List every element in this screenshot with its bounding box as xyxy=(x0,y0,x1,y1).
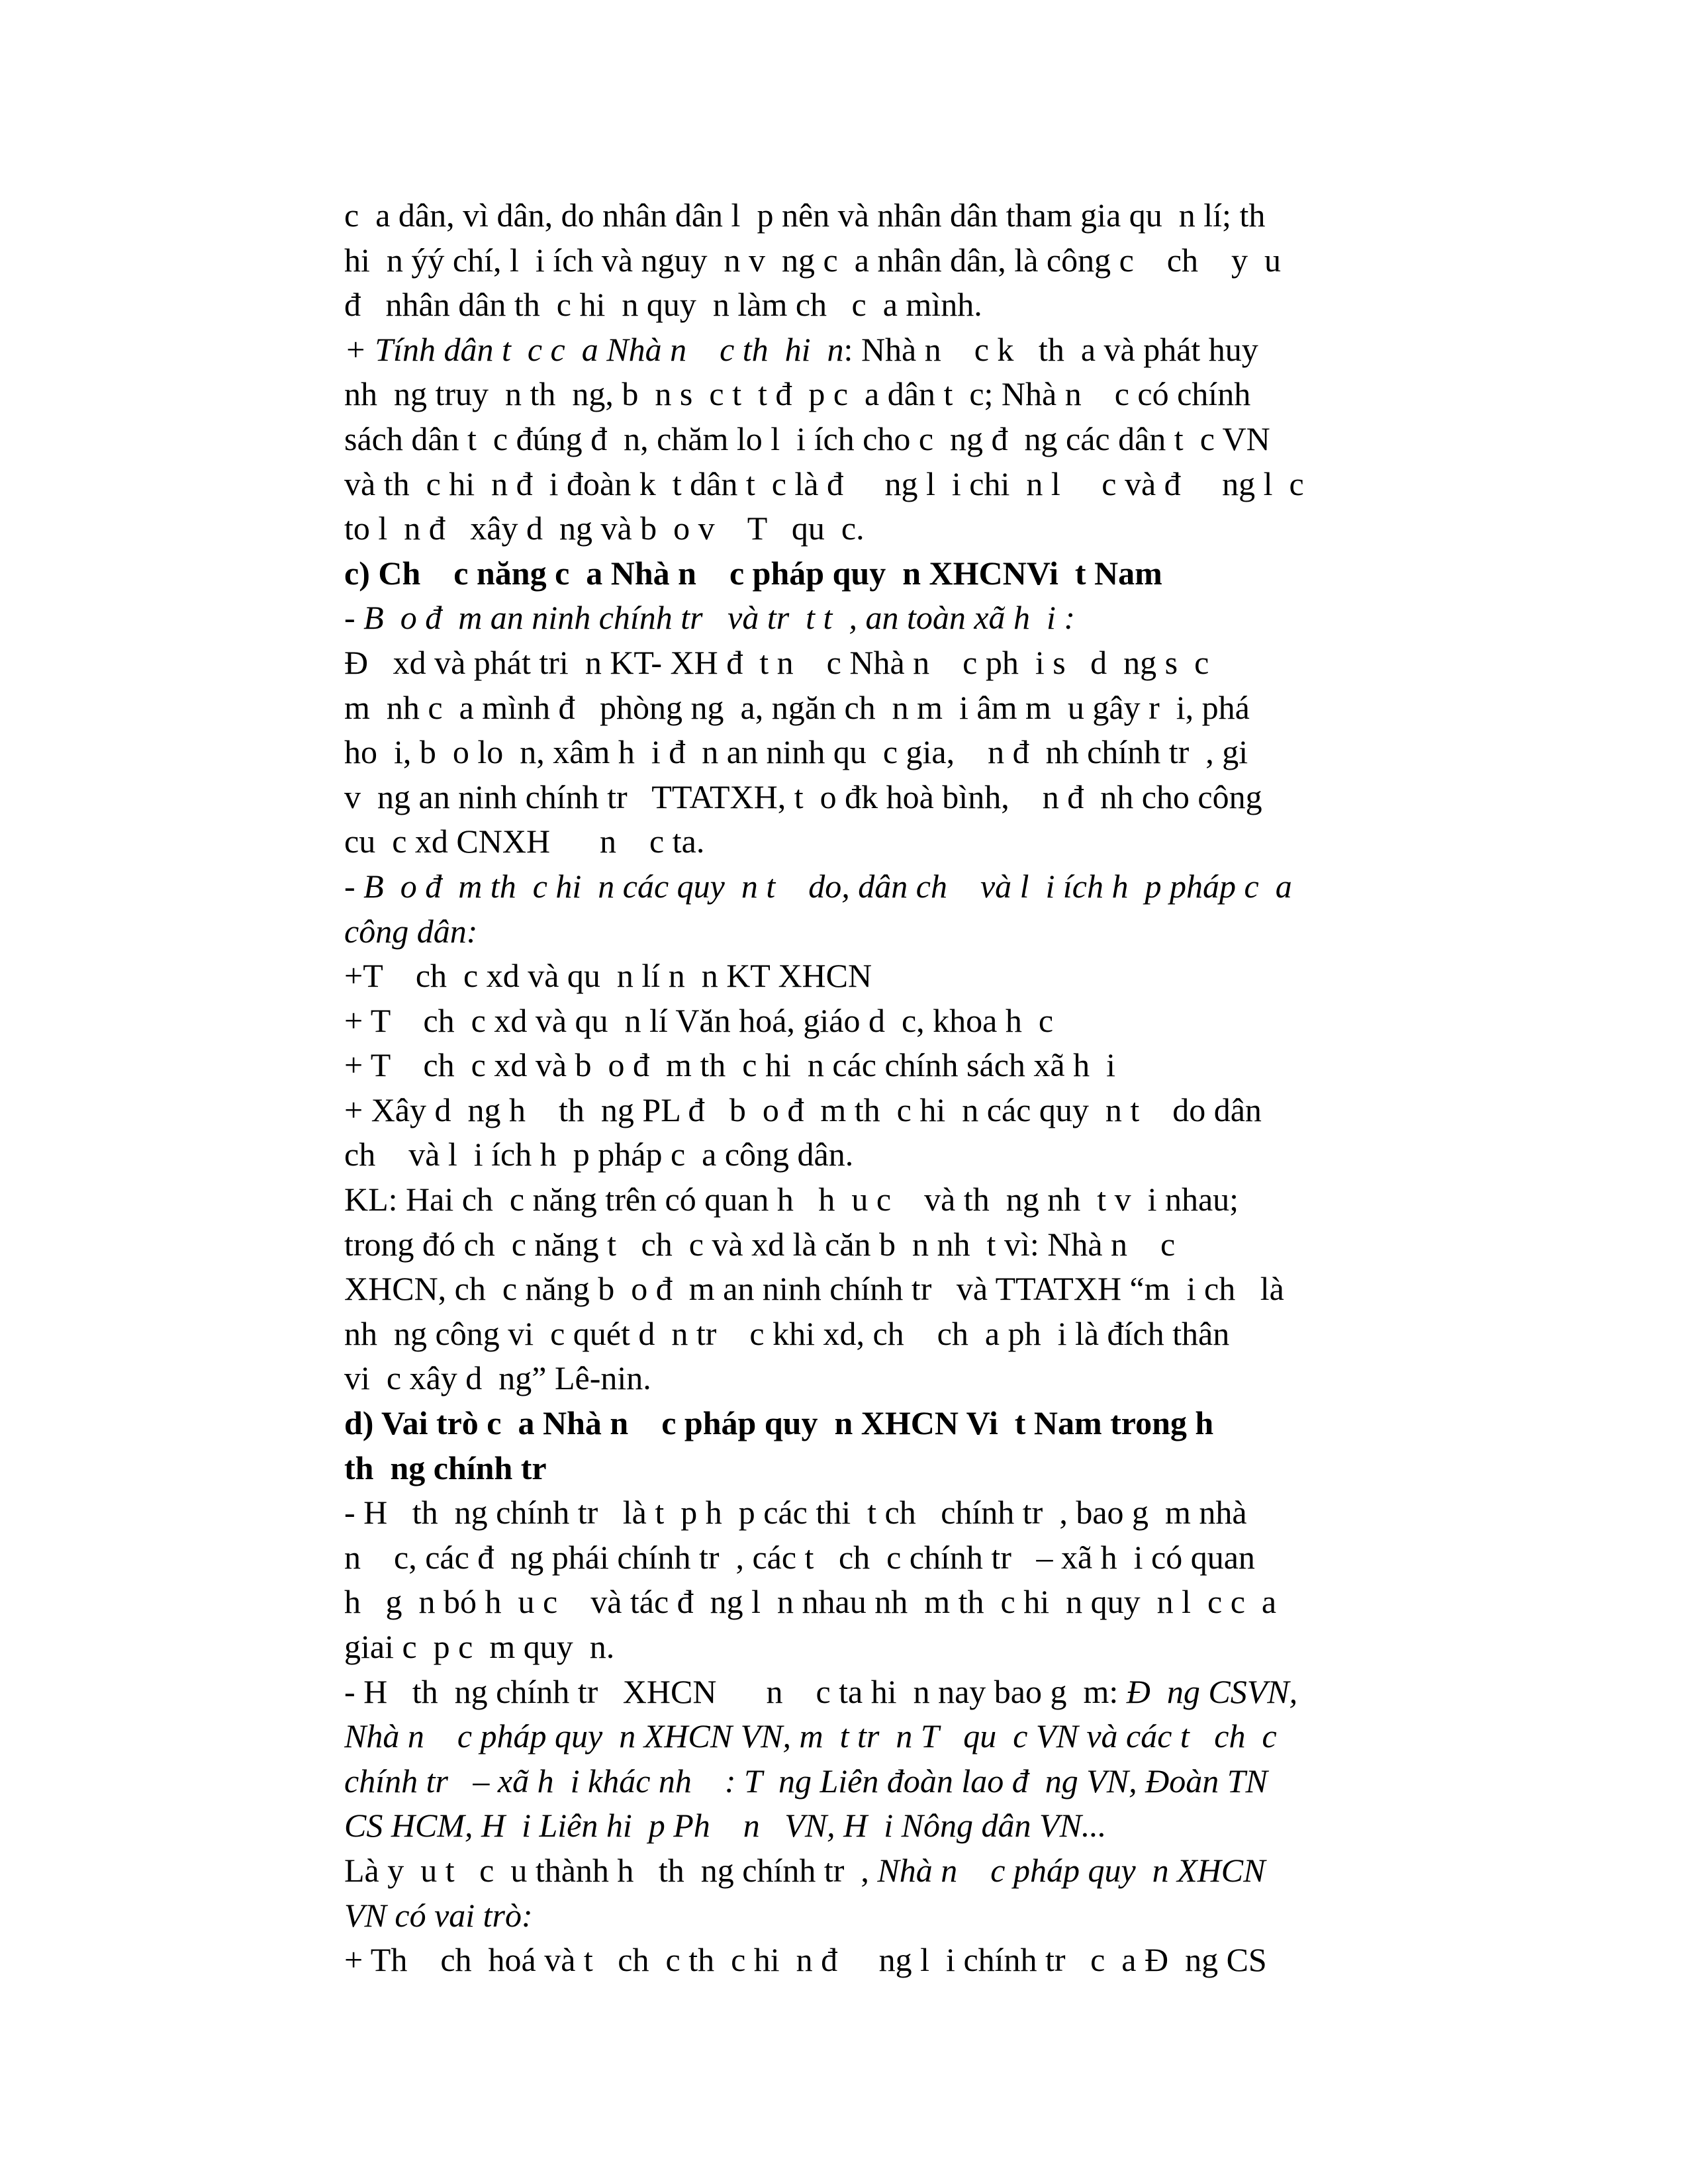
text-line: - H th ng chính tr XHCN n c ta hi n nay bao g m: Đ ng CSVN, xyxy=(344,1672,1298,1710)
list-item: + T ch c xd và b o đ m th c hi n các chính sách xã h i xyxy=(344,1046,1115,1084)
page-text-body xyxy=(344,193,1430,1983)
list-item: +T ch c xd và qu n lí n n KT XHCN xyxy=(344,957,872,995)
italic-run: Nhà n c pháp quy n XHCN xyxy=(877,1851,1266,1889)
text-line: n c, các đ ng phái chính tr , các t ch c chính tr – xã h i có quan xyxy=(344,1538,1255,1576)
list-item: + Th ch hoá và t ch c th c hi n đ ng l i chính tr c a Đ ng CS xyxy=(344,1941,1267,1979)
section-heading: c) Ch c năng c a Nhà n c pháp quy n XHCNVi t Nam xyxy=(344,554,1162,592)
text-line: ho i, b o lo n, xâm h i đ n an ninh qu c gia, n đ nh chính tr , gi xyxy=(344,733,1248,771)
text-line: nh ng công vi c quét d n tr c khi xd, ch ch a ph i là đích thân xyxy=(344,1314,1230,1352)
italic-run: Đ ng CSVN, xyxy=(1126,1672,1298,1710)
text-line: Đ xd và phát tri n KT- XH đ t n c Nhà n c ph i s d ng s c xyxy=(344,643,1209,681)
text-line: CS HCM, H i Liên hi p Ph n VN, H i Nông dân VN... xyxy=(344,1807,1107,1844)
text-line: c a dân, vì dân, do nhân dân l p nên và nhân dân tham gia qu n lí; th xyxy=(344,197,1266,234)
italic-run: + Tính dân t c c a Nhà n c th hi n xyxy=(344,330,844,368)
text-line: và th c hi n đ i đoàn k t dân t c là đ ng l i chi n l c và đ ng l c xyxy=(344,465,1304,502)
text-line: + Tính dân t c c a Nhà n c th hi n: Nhà n c k th a và phát huy xyxy=(344,330,1258,368)
list-item: + T ch c xd và qu n lí Văn hoá, giáo d c, khoa h c xyxy=(344,1001,1054,1039)
text-line: h g n bó h u c và tác đ ng l n nhau nh m th c hi n quy n l c c a xyxy=(344,1583,1277,1621)
text-line: giai c p c m quy n. xyxy=(344,1628,615,1665)
text-line: sách dân t c đúng đ n, chăm lo l i ích cho c ng đ ng các dân t c VN xyxy=(344,420,1270,457)
text-line: to l n đ xây d ng và b o v T qu c. xyxy=(344,510,865,547)
text-line: Nhà n c pháp quy n XHCN VN, m t tr n T qu c VN và các t ch c xyxy=(344,1717,1277,1755)
text-line: VN có vai trò: xyxy=(344,1896,533,1934)
section-heading: d) Vai trò c a Nhà n c pháp quy n XHCN Vi t Nam trong h xyxy=(344,1404,1214,1442)
text-line: - H th ng chính tr là t p h p các thi t ch chính tr , bao g m nhà xyxy=(344,1494,1247,1531)
text-line: vi c xây d ng” Lê-nin. xyxy=(344,1359,651,1397)
section-heading: th ng chính tr xyxy=(344,1449,547,1486)
text-line: KL: Hai ch c năng trên có quan h h u c và th ng nh t v i nhau; xyxy=(344,1181,1239,1218)
text-line: cu c xd CNXH n c ta. xyxy=(344,823,705,860)
text-line: đ nhân dân th c hi n quy n làm ch c a mình. xyxy=(344,286,982,324)
text-line: nh ng truy n th ng, b n s c t t đ p c a dân t c; Nhà n c có chính xyxy=(344,375,1251,413)
text-line: v ng an ninh chính tr TTATXH, t o đk hoà bình, n đ nh cho công xyxy=(344,778,1262,815)
text-line: ch và l i ích h p pháp c a công dân. xyxy=(344,1136,854,1173)
list-item: + Xây d ng h th ng PL đ b o đ m th c hi n các quy n t do dân xyxy=(344,1091,1262,1128)
subheading: công dân: xyxy=(344,912,478,950)
text-line: XHCN, ch c năng b o đ m an ninh chính tr và TTATXH “m i ch là xyxy=(344,1270,1284,1308)
text-line: Là y u t c u thành h th ng chính tr , Nhà n c pháp quy n XHCN xyxy=(344,1851,1266,1889)
text-line: chính tr – xã h i khác nh : T ng Liên đoàn lao đ ng VN, Đoàn TN xyxy=(344,1762,1268,1799)
text-line: hi n ýý chí, l i ích và nguy n v ng c a nhân dân, là công c ch y u xyxy=(344,241,1281,279)
subheading: - B o đ m th c hi n các quy n t do, dân ch và l i ích h p pháp c a xyxy=(344,867,1292,905)
subheading: - B o đ m an ninh chính tr và tr t t , an toàn xã h i : xyxy=(344,599,1076,637)
text-line: m nh c a mình đ phòng ng a, ngăn ch n m i âm m u gây r i, phá xyxy=(344,688,1250,726)
text-line: trong đó ch c năng t ch c và xd là căn b n nh t vì: Nhà n c xyxy=(344,1225,1176,1263)
